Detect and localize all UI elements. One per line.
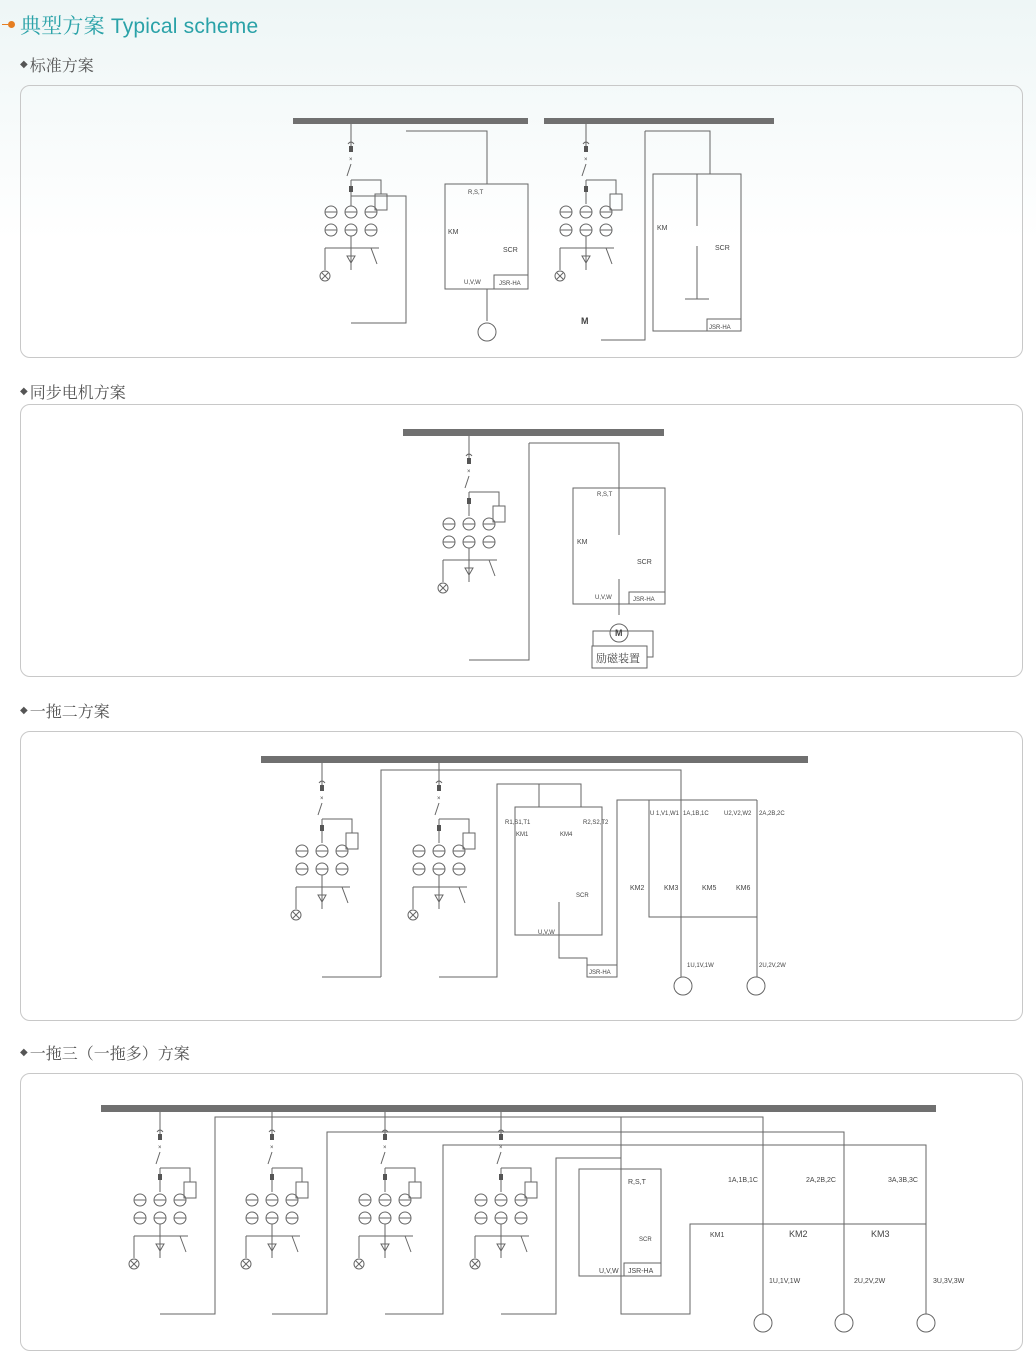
label-km-right: KM: [657, 225, 668, 232]
motor-3-circle: [917, 1314, 935, 1332]
standard-links: [351, 124, 741, 341]
label-km2: KM2: [789, 1229, 808, 1239]
feeder-sync: [438, 436, 505, 593]
diagram-one-drives-two: [21, 732, 1024, 1022]
svg-text:×: ×: [584, 157, 588, 163]
label-scr: SCR: [639, 1237, 652, 1243]
label-km5: KM5: [702, 885, 717, 892]
svg-text:×: ×: [437, 796, 441, 802]
label-a2: 2A,2B,2C: [806, 1177, 836, 1184]
label-km2: KM2: [630, 885, 645, 892]
label-r2: R2,S2,T2: [583, 820, 609, 826]
label-a2: 2A,2B,2C: [759, 811, 785, 817]
label-uvw: U,V,W: [538, 930, 555, 936]
page-title: 典型方案 Typical scheme: [20, 15, 259, 38]
busbar: [261, 756, 808, 763]
label-scr: SCR: [576, 893, 589, 899]
motor-left-circle: [478, 323, 496, 341]
busbar: [403, 429, 664, 436]
label-out2: 2U,2V,2W: [759, 963, 786, 969]
label-a3: 3A,3B,3C: [888, 1177, 918, 1184]
label-km4: KM4: [560, 832, 573, 838]
diamond-bullet-icon: ◆: [20, 705, 28, 716]
label-jsr-ha-right: JSR-HA: [709, 325, 731, 331]
svg-text:×: ×: [158, 1145, 162, 1151]
motor-2-circle: [747, 977, 765, 995]
label-rst: R,S,T: [468, 190, 484, 196]
section-title: 标准方案: [29, 58, 94, 75]
diagram-standard-wires: [293, 118, 774, 124]
panel-one-drives-three: [20, 1073, 1023, 1351]
label-jsr-ha: JSR-HA: [628, 1268, 654, 1275]
panel-standard-scheme: [20, 85, 1023, 358]
section-label-one-drives-three: [20, 1041, 190, 1064]
label-out2: 2U,2V,2W: [854, 1278, 886, 1285]
label-km6: KM6: [736, 885, 751, 892]
section-label-standard: [20, 53, 94, 76]
feeder-2: [241, 1112, 308, 1269]
svg-text:×: ×: [270, 1145, 274, 1151]
jsr-box: [579, 1169, 661, 1276]
diagram-one-drives-three: [21, 1074, 1024, 1352]
label-km3: KM3: [871, 1229, 890, 1239]
label-km1: KM1: [516, 832, 529, 838]
panel-one-drives-two: [20, 731, 1023, 1021]
motor-1-circle: [674, 977, 692, 995]
label-scr-right: SCR: [715, 245, 730, 252]
svg-text:×: ×: [499, 1145, 503, 1151]
section-title: 一拖三（一拖多）方案: [29, 1046, 190, 1063]
svg-text:×: ×: [349, 157, 353, 163]
diamond-bullet-icon: ◆: [20, 1047, 28, 1058]
busbar: [101, 1105, 936, 1112]
section-title: 一拖二方案: [29, 704, 110, 721]
diagram-synchronous: [21, 405, 1024, 678]
feeder-4: [470, 1112, 537, 1269]
busbar-right: [544, 118, 774, 124]
label-scr: SCR: [503, 247, 518, 254]
section-title: 同步电机方案: [29, 385, 126, 402]
label-km: KM: [577, 539, 588, 546]
motor-2-circle: [835, 1314, 853, 1332]
label-out3: 3U,3V,3W: [933, 1278, 965, 1285]
label-jsr-ha: JSR-HA: [589, 970, 611, 976]
panel-synchronous-scheme: [20, 404, 1023, 677]
svg-text:×: ×: [383, 1145, 387, 1151]
feeder-2: [408, 763, 475, 920]
svg-text:×: ×: [320, 796, 324, 802]
label-out1: 1U,1V,1W: [687, 963, 714, 969]
label-r1: R1,S1,T1: [505, 820, 531, 826]
diagram-standard: [21, 86, 1024, 359]
motor-symbol: M: [615, 628, 623, 638]
page-heading: [0, 10, 258, 40]
diamond-bullet-icon: ◆: [20, 386, 28, 397]
heading-marker-icon: [2, 18, 18, 32]
label-a1: 1A,1B,1C: [683, 811, 709, 817]
sync-links: [469, 443, 665, 668]
feeder-1: [129, 1112, 196, 1269]
motor-1-circle: [754, 1314, 772, 1332]
section-label-synchronous: [20, 380, 126, 403]
label-jsr-ha: JSR-HA: [633, 597, 655, 603]
label-jsr-ha: JSR-HA: [499, 281, 521, 287]
label-uvw: U,V,W: [599, 1268, 619, 1275]
feeder-3: [354, 1112, 421, 1269]
feeder-right: [555, 124, 622, 281]
feeder-1: [291, 763, 358, 920]
diamond-bullet-icon: ◆: [20, 59, 28, 70]
feeder-left: [320, 124, 387, 281]
section-label-one-drives-two: [20, 699, 110, 722]
label-km1: KM1: [710, 1232, 725, 1239]
label-out1: 1U,1V,1W: [769, 1278, 801, 1285]
one-drives-three-links: [160, 1117, 935, 1332]
label-rst: R,S,T: [628, 1179, 646, 1186]
motor-symbol: M: [581, 316, 589, 326]
svg-text:×: ×: [467, 469, 471, 475]
label-scr: SCR: [637, 559, 652, 566]
label-uvw: U,V,W: [464, 280, 481, 286]
label-a1: 1A,1B,1C: [728, 1177, 758, 1184]
label-km3: KM3: [664, 885, 679, 892]
label-u2: U2,V2,W2: [724, 811, 752, 817]
label-uvw: U,V,W: [595, 595, 612, 601]
label-rst: R,S,T: [597, 492, 613, 498]
jsr-box-left: [445, 184, 528, 289]
exciter-label: 励磁装置: [596, 653, 640, 665]
busbar-left: [293, 118, 528, 124]
label-u1: U 1,V1,W1: [650, 811, 680, 817]
label-km: KM: [448, 229, 459, 236]
one-drives-two-links: [322, 770, 765, 995]
